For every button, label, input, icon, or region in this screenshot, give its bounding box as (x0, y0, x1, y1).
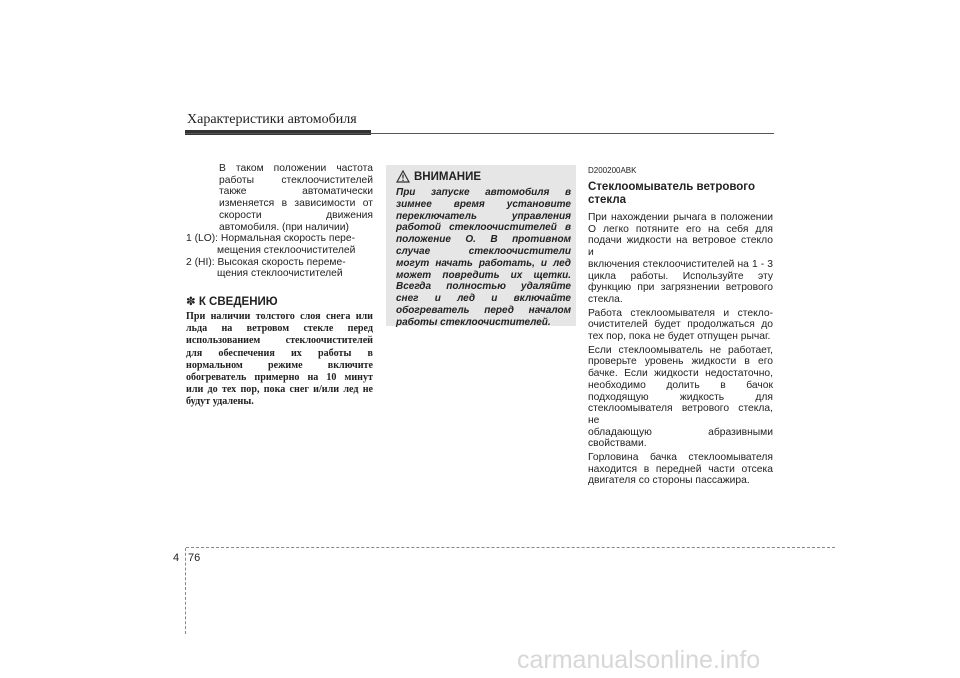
warning-line: переключатель управления (396, 210, 571, 222)
section-title-line: Стеклоомыватель ветрового (588, 181, 755, 193)
intro-line: изменяется в зависимости от (219, 198, 373, 210)
paragraph (588, 308, 773, 343)
intro-line: работы стеклоочистителей (219, 174, 373, 186)
intro-line: В таком положении частота (219, 163, 373, 174)
note-line: обогреватель примерно на 10 минут (186, 372, 373, 384)
paragraph-line: O легко потяните его на себя для (588, 223, 773, 235)
note-line: использованием стеклоочистителей (186, 335, 373, 347)
mode-code: 1 (LO): (186, 233, 221, 245)
note-line: будут удалены. (186, 396, 254, 408)
header-title: Характеристики автомобиля (187, 112, 357, 127)
note-line: При наличии толстого слоя снега или (186, 311, 373, 323)
mode-desc-line2: щения стеклоочистителей (217, 268, 343, 280)
mode-desc-line1: Высокая скорость переме- (217, 256, 346, 268)
warning-line: зимнее время установите (396, 198, 571, 210)
paragraph-line: включения стеклоочистителей на 1 - 3 (588, 258, 773, 270)
warning-line: случае стеклоочистители (396, 245, 571, 257)
paragraph-line: подачи жидкости на ветровое стекло и (588, 235, 773, 259)
mode-desc-line1: Нормальная скорость пере- (220, 233, 356, 245)
paragraph-line: стекла. (588, 293, 623, 305)
warning-line: обогреватель перед началом (396, 304, 571, 316)
paragraph-line: При нахождении рычага в положении (588, 212, 773, 223)
section-title-line: стекла (588, 194, 627, 206)
intro-line: автомобиля. (при наличии) (219, 221, 349, 233)
header-rule (185, 133, 774, 134)
paragraph-line: стеклоомывателя ветрового стекла, не (588, 403, 773, 426)
mode-hi (186, 257, 373, 280)
paragraph-line: тех пор, пока не будет отпущен рычаг. (588, 331, 771, 343)
warning-line: При запуске автомобиля в (396, 187, 571, 198)
paragraph (588, 212, 773, 306)
note-body (186, 311, 373, 409)
intro-line: также автоматически (219, 186, 373, 198)
warning-title: ВНИМАНИЕ (414, 171, 482, 183)
warning-line: снег и лед и включайте (396, 293, 571, 305)
paragraph-line: Горловина бачка стеклоомывателя (588, 452, 773, 464)
mode-desc-line2: мещения стеклоочистителей (217, 244, 356, 256)
paragraph-line: функцию при загрязнении ветрового (588, 282, 773, 294)
warning-triangle-icon (396, 170, 410, 188)
warning-line: может повредить их щетки. (396, 269, 571, 281)
mode-lo (186, 233, 373, 256)
warning-line: положение O. В противном (396, 234, 571, 246)
intro-line: скорости движения (219, 209, 373, 221)
note-line: нормальном режиме включите (186, 359, 373, 371)
paragraph-line: цикла работы. Используйте эту (588, 270, 773, 282)
section-title (588, 181, 773, 207)
paragraph-line: находится в передней части отсека (588, 463, 773, 475)
section-code: D200200ABK (588, 166, 637, 175)
paragraph (588, 452, 773, 487)
page-number: 76 (188, 552, 201, 564)
chapter-number: 4 (173, 552, 180, 564)
intro-paragraph (186, 163, 373, 233)
paragraph-line: свойствами. (588, 438, 647, 450)
paragraph-line: Если стеклоомыватель не работает, (588, 344, 773, 356)
warning-line: работы стеклоочистителей. (396, 316, 551, 328)
mode-code: 2 (HI): (186, 256, 218, 268)
warning-text (396, 187, 571, 329)
paragraph-line: очистителей будет продолжаться до (588, 319, 773, 331)
warning-line: могут начать работать, и лед (396, 257, 571, 269)
paragraph-line: Работа стеклоомывателя и стекло- (588, 307, 773, 319)
warning-box (386, 165, 576, 326)
note-line: для обеспечения их работы в (186, 347, 373, 359)
warning-line: работой стеклоочистителей в (396, 222, 571, 234)
paragraph-line: обладающую абразивными (588, 426, 773, 438)
paragraph-line: подходящую жидкость для (588, 391, 773, 403)
paragraph (588, 345, 773, 450)
paragraph-line: бачке. Если жидкости недостаточно, (588, 368, 773, 380)
watermark: carmanualsonline.info (517, 646, 761, 674)
paragraph-line: двигателя со стороны пассажира. (588, 475, 750, 487)
footer-rule (186, 547, 835, 548)
note-line: или до тех пор, пока снег и/или лед не (186, 384, 373, 396)
note-heading: ✽ К СВЕДЕНИЮ (186, 296, 278, 309)
footer-vertical-rule (185, 548, 186, 634)
right-column (588, 166, 773, 489)
left-column (186, 163, 373, 409)
paragraph-line: необходимо долить в бачок (588, 379, 773, 391)
note-line: льда на ветровом стекле перед (186, 323, 373, 335)
warning-line: Всегда полностью удаляйте (396, 281, 571, 293)
paragraph-line: проверьте уровень жидкости в его (588, 356, 773, 368)
